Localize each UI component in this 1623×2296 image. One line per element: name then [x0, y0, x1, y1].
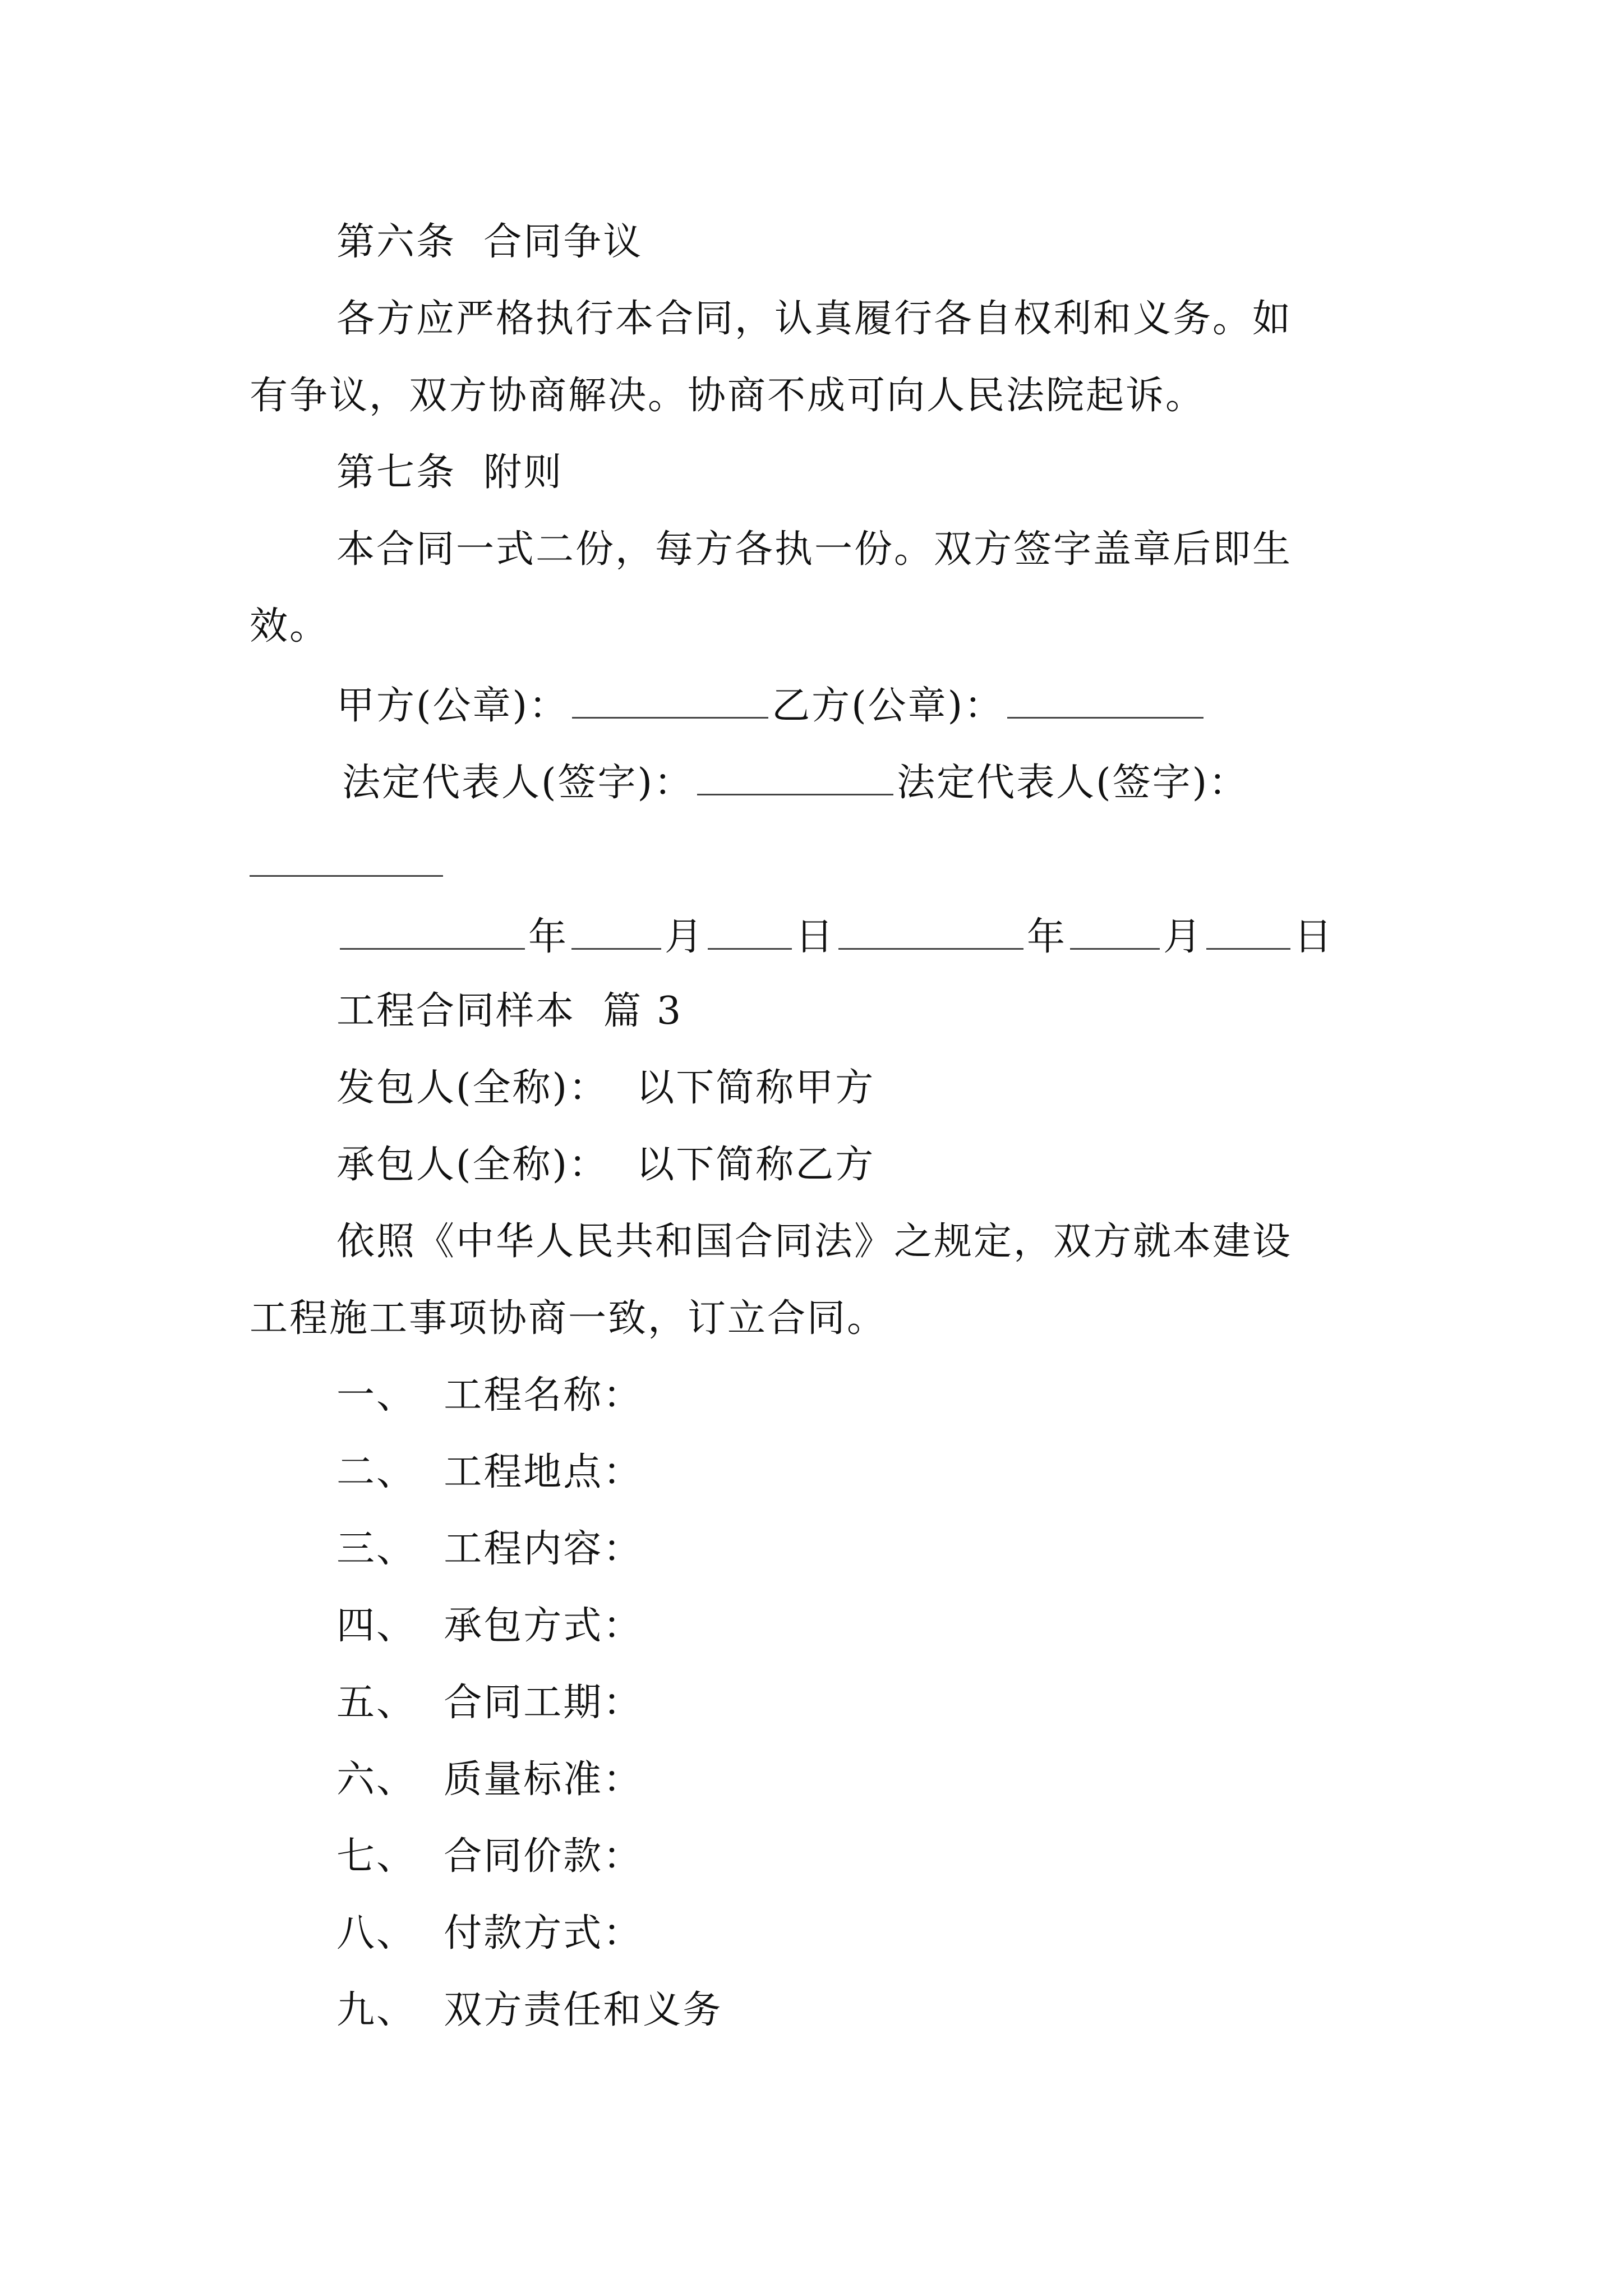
- article7-body-line1: 本合同一式二份，每方各执一份。双方签字盖章后即生: [336, 527, 1293, 572]
- list-item: 七、 合同价款：: [336, 1834, 643, 1879]
- day-b-blank: [1206, 915, 1290, 950]
- year-a-blank: [340, 915, 525, 950]
- party-a-seal-blank: [572, 684, 768, 719]
- month-a-label: 月: [665, 915, 705, 959]
- day-b-label: 日: [1294, 915, 1334, 959]
- month-a-blank: [571, 915, 661, 950]
- year-b-label: 年: [1027, 915, 1067, 959]
- list-item: 五、 合同工期：: [336, 1681, 643, 1725]
- intro-line2: 工程施工事项协商一致，订立合同。: [250, 1296, 887, 1341]
- date-line: [336, 915, 1334, 959]
- rep-a-label: 法定代表人(签字)：: [342, 761, 694, 805]
- rep-b-label: 法定代表人(签字)：: [897, 761, 1249, 805]
- list-item: 九、 双方责任和义务: [336, 1988, 723, 2032]
- list-item: 三、 工程内容：: [336, 1527, 643, 1571]
- representative-line: [342, 761, 1249, 805]
- month-b-blank: [1070, 915, 1160, 950]
- contractor-line: 承包人(全称)： 以下简称乙方: [336, 1143, 875, 1187]
- list-item: 六、 质量标准：: [336, 1757, 643, 1802]
- day-a-label: 日: [795, 915, 836, 959]
- employer-line: 发包人(全称)： 以下简称甲方: [336, 1066, 875, 1110]
- seal-line: [336, 684, 1207, 728]
- year-b-blank: [838, 915, 1023, 950]
- party-b-seal-blank: [1007, 684, 1204, 719]
- article6-title: 第六条 合同争议: [336, 220, 643, 264]
- list-item: 八、 付款方式：: [336, 1911, 643, 1955]
- article6-body-line2: 有争议，双方协商解决。协商不成可向人民法院起诉。: [250, 374, 1206, 418]
- list-item: 二、 工程地点：: [336, 1450, 643, 1494]
- party-a-seal-label: 甲方(公章)：: [336, 684, 569, 728]
- intro-line1: 依照《中华人民共和国合同法》之规定，双方就本建设: [336, 1220, 1293, 1264]
- article6-body-line1: 各方应严格执行本合同，认真履行各自权利和义务。如: [336, 297, 1293, 341]
- month-b-label: 月: [1163, 915, 1204, 959]
- article7-body-line2: 效。: [250, 604, 330, 648]
- rep-a-blank: [697, 761, 893, 795]
- sample3-heading: 工程合同样本 篇 3: [336, 989, 683, 1033]
- list-item: 一、 工程名称：: [336, 1373, 643, 1418]
- rep-b-blank: [250, 875, 443, 877]
- article7-title: 第七条 附则: [336, 450, 564, 495]
- list-item: 四、 承包方式：: [336, 1604, 643, 1648]
- day-a-blank: [708, 915, 792, 950]
- year-a-label: 年: [528, 915, 569, 959]
- party-b-seal-label: 乙方(公章)：: [772, 684, 1004, 728]
